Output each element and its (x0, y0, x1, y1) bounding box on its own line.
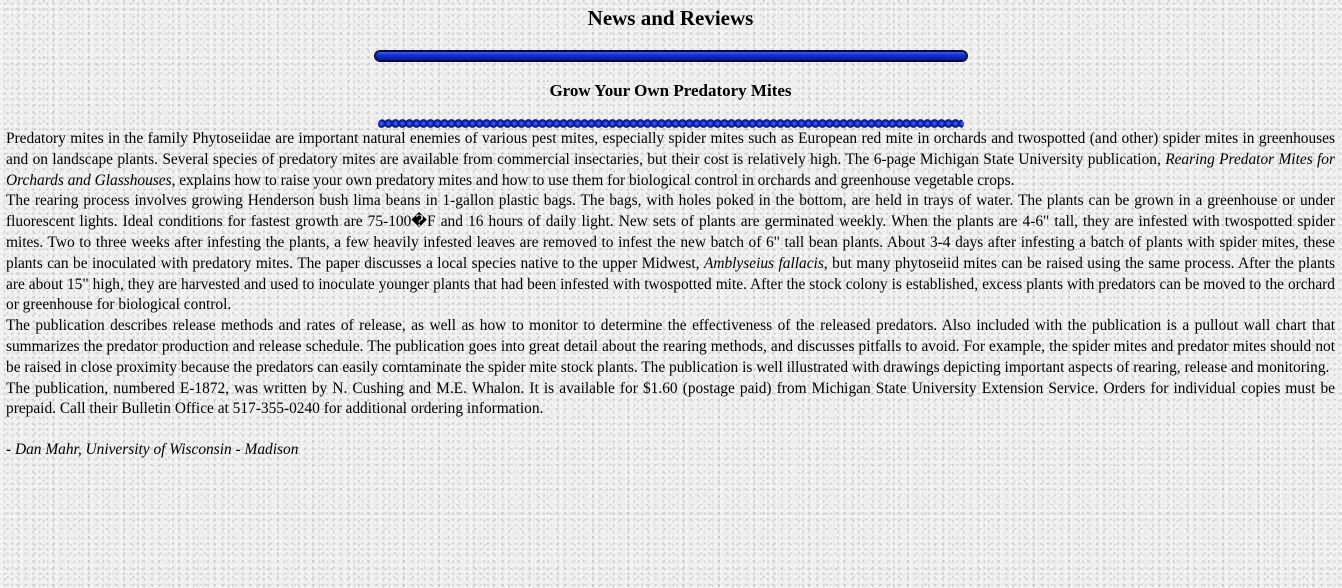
paragraph-2-text-b: , but many phytoseiid mites can be raised using the same process. After the plants are about 15" high, they are harvested and used to inoculate younger plants that had been infested with twospotted mite. After the stock colony is established, excess plants with predators can be moved to the orchard or greenhouse for biological control. (6, 254, 1335, 314)
blue-divider-bar (375, 51, 967, 61)
species-name: Amblyseius fallacis (703, 254, 824, 272)
article-paragraph-1 (6, 129, 1335, 191)
author-signature: - Dan Mahr, University of Wisconsin - Madison (6, 441, 299, 459)
page-content (0, 6, 1342, 460)
publication-title: Rearing Predator Mites for Orchards and Glasshouses (6, 150, 1335, 189)
blue-dotted-divider (378, 119, 964, 129)
page-title: News and Reviews (587, 6, 754, 30)
article-paragraph-2 (6, 191, 1335, 316)
divider-bar-wrap (6, 48, 1335, 61)
paragraph-2-text-a: The rearing process involves growing Henderson bush lima beans in 1-gallon plastic bags. The bags, with holes poked in the bottom, are held in trays of water. The plants can be grown in a greenhouse or under fluorescent lights. Ideal conditions for fastest growth are 75-100�F and 16 hours of daily light. New sets of plants are germinated weekly. When the plants are 4-6" tall, they are infested with twospotted spider mites. Two to three weeks after infesting the plants, a few heavily infested leaves are removed to infest the new batch of 6" tall bean plants. About 3-4 days after infesting a batch of plants with spider mites, these plants can be inoculated with predatory mites. The paper discusses a local species native to the upper Midwest, (6, 192, 1335, 272)
article-paragraph-3: The publication describes release methods and rates of release, as well as how to monitor to determine the effectiveness of the released predators. Also included with the publication is a pullout wall chart that summarizes the predator production and release schedule. The publication goes into great detail about the rearing methods, and discusses pitfalls to avoid. For example, the spider mites and predator mites should not be raised in close proximity because the predators can easily comtaminate the spider mite stock plants. The publication is well illustrated with drawings depicting important aspects of rearing, release and monitoring. (6, 317, 1335, 376)
dotted-divider-wrap (6, 119, 1335, 129)
paragraph-1-text-b: , explains how to raise your own predatory mites and how to use them for biological control in orchards and greenhouse vegetable crops. (171, 171, 1015, 189)
article-paragraph-4: The publication, numbered E-1872, was written by N. Cushing and M.E. Whalon. It is available for $1.60 (postage paid) from Michigan State University Extension Service. Orders for individual copies must be prepaid. Call their Bulletin Office at 517-355-0240 for additional ordering information. (6, 379, 1335, 418)
paragraph-1-text-a: Predatory mites in the family Phytoseiidae are important natural enemies of various pest mites, especially spider mites such as European red mite in orchards and twospotted (and other) spider mites in greenhouses and on landscape plants. Several species of predatory mites are available from commercial insectaries, but their cost is relatively high. The 6-page Michigan State University publication, (6, 130, 1335, 168)
article-title: Grow Your Own Predatory Mites (549, 81, 792, 100)
